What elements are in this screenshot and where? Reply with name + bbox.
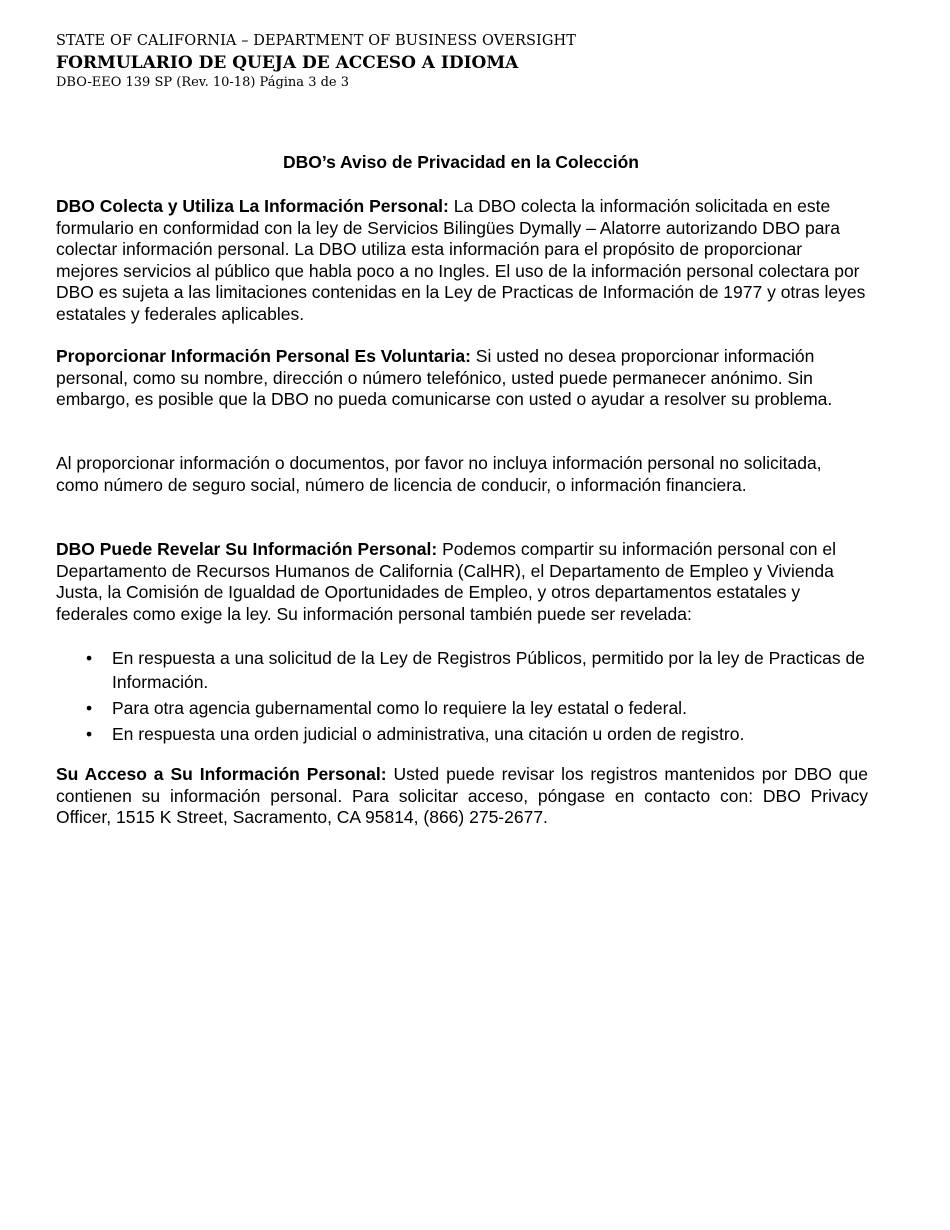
list-item [56, 696, 868, 720]
form-number: DBO-EEO 139 SP (Rev. 10-18) Página 3 de 3 [56, 75, 350, 90]
paragraph-access-text: Usted puede revisar los registros mantenidos por DBO que contienen su información personal. Para solicitar acceso, póngase en contacto con: DBO Privacy Officer, 1515 K Street, Sacramento, CA 95814, (866) 275-2677. [56, 764, 868, 827]
disclosure-list [56, 646, 868, 748]
agency-name: STATE OF CALIFORNIA – DEPARTMENT OF BUSINESS OVERSIGHT [56, 33, 577, 49]
list-item-text: En respuesta a una solicitud de la Ley de Registros Públicos, permitido por la ley de Practicas de Información. [112, 648, 865, 692]
paragraph-collect-text: La DBO colecta la información solicitada en este formulario en conformidad con la ley de Servicios Bilingües Dymally – Alatorre autorizando DBO para colectar información personal. La DBO utiliza esta información para el propósito de proporcionar mejores servicios al público que habla poco a no Ingles. El uso de la información personal colectara por DBO es sujeta a las limitaciones contenidas en la Ley de Practicas de Información de 1977 y otras leyes estatales y federales aplicables. [56, 196, 866, 324]
page-title: DBO’s Aviso de Privacidad en la Colección [283, 152, 639, 172]
list-item [56, 646, 868, 694]
paragraph-access-heading: Su Acceso a Su Información Personal: [56, 764, 387, 784]
paragraph-unsolicited-text: Al proporcionar información o documentos, por favor no incluya información personal no solicitada, como número de seguro social, número de licencia de conducir, o información financiera. [56, 453, 822, 495]
paragraph-disclose-text: Podemos compartir su información personal con el Departamento de Recursos Humanos de California (CalHR), el Departamento de Empleo y Vivienda Justa, la Comisión de Igualdad de Oportunidades de Empleo, y otros departamentos estatales y federales como exige la ley. Su información personal también puede ser revelada: [56, 539, 837, 624]
paragraph-unsolicited [56, 453, 868, 496]
form-title: FORMULARIO DE QUEJA DE ACCESO A IDIOMA [56, 53, 519, 73]
paragraph-access [56, 764, 868, 829]
bullet-icon: • [86, 698, 93, 718]
paragraph-disclose-heading: DBO Puede Revelar Su Información Personal: [56, 539, 438, 559]
bullet-icon: • [86, 724, 93, 744]
list-item [56, 722, 868, 746]
paragraph-collect [56, 196, 868, 325]
list-item-text: En respuesta una orden judicial o administrativa, una citación u orden de registro. [112, 724, 745, 744]
list-item-text: Para otra agencia gubernamental como lo requiere la ley estatal o federal. [112, 698, 687, 718]
form-header [56, 34, 576, 94]
paragraph-voluntary [56, 346, 868, 411]
paragraph-voluntary-heading: Proporcionar Información Personal Es Voluntaria: [56, 346, 471, 366]
paragraph-disclose [56, 539, 868, 625]
paragraph-voluntary-text: Si usted no desea proporcionar información personal, como su nombre, dirección o número telefónico, usted puede permanecer anónimo. Sin embargo, es posible que la DBO no pueda comunicarse con usted o ayudar a resolver su problema. [56, 346, 833, 409]
paragraph-collect-heading: DBO Colecta y Utiliza La Información Personal: [56, 196, 449, 216]
bullet-icon: • [86, 648, 93, 668]
